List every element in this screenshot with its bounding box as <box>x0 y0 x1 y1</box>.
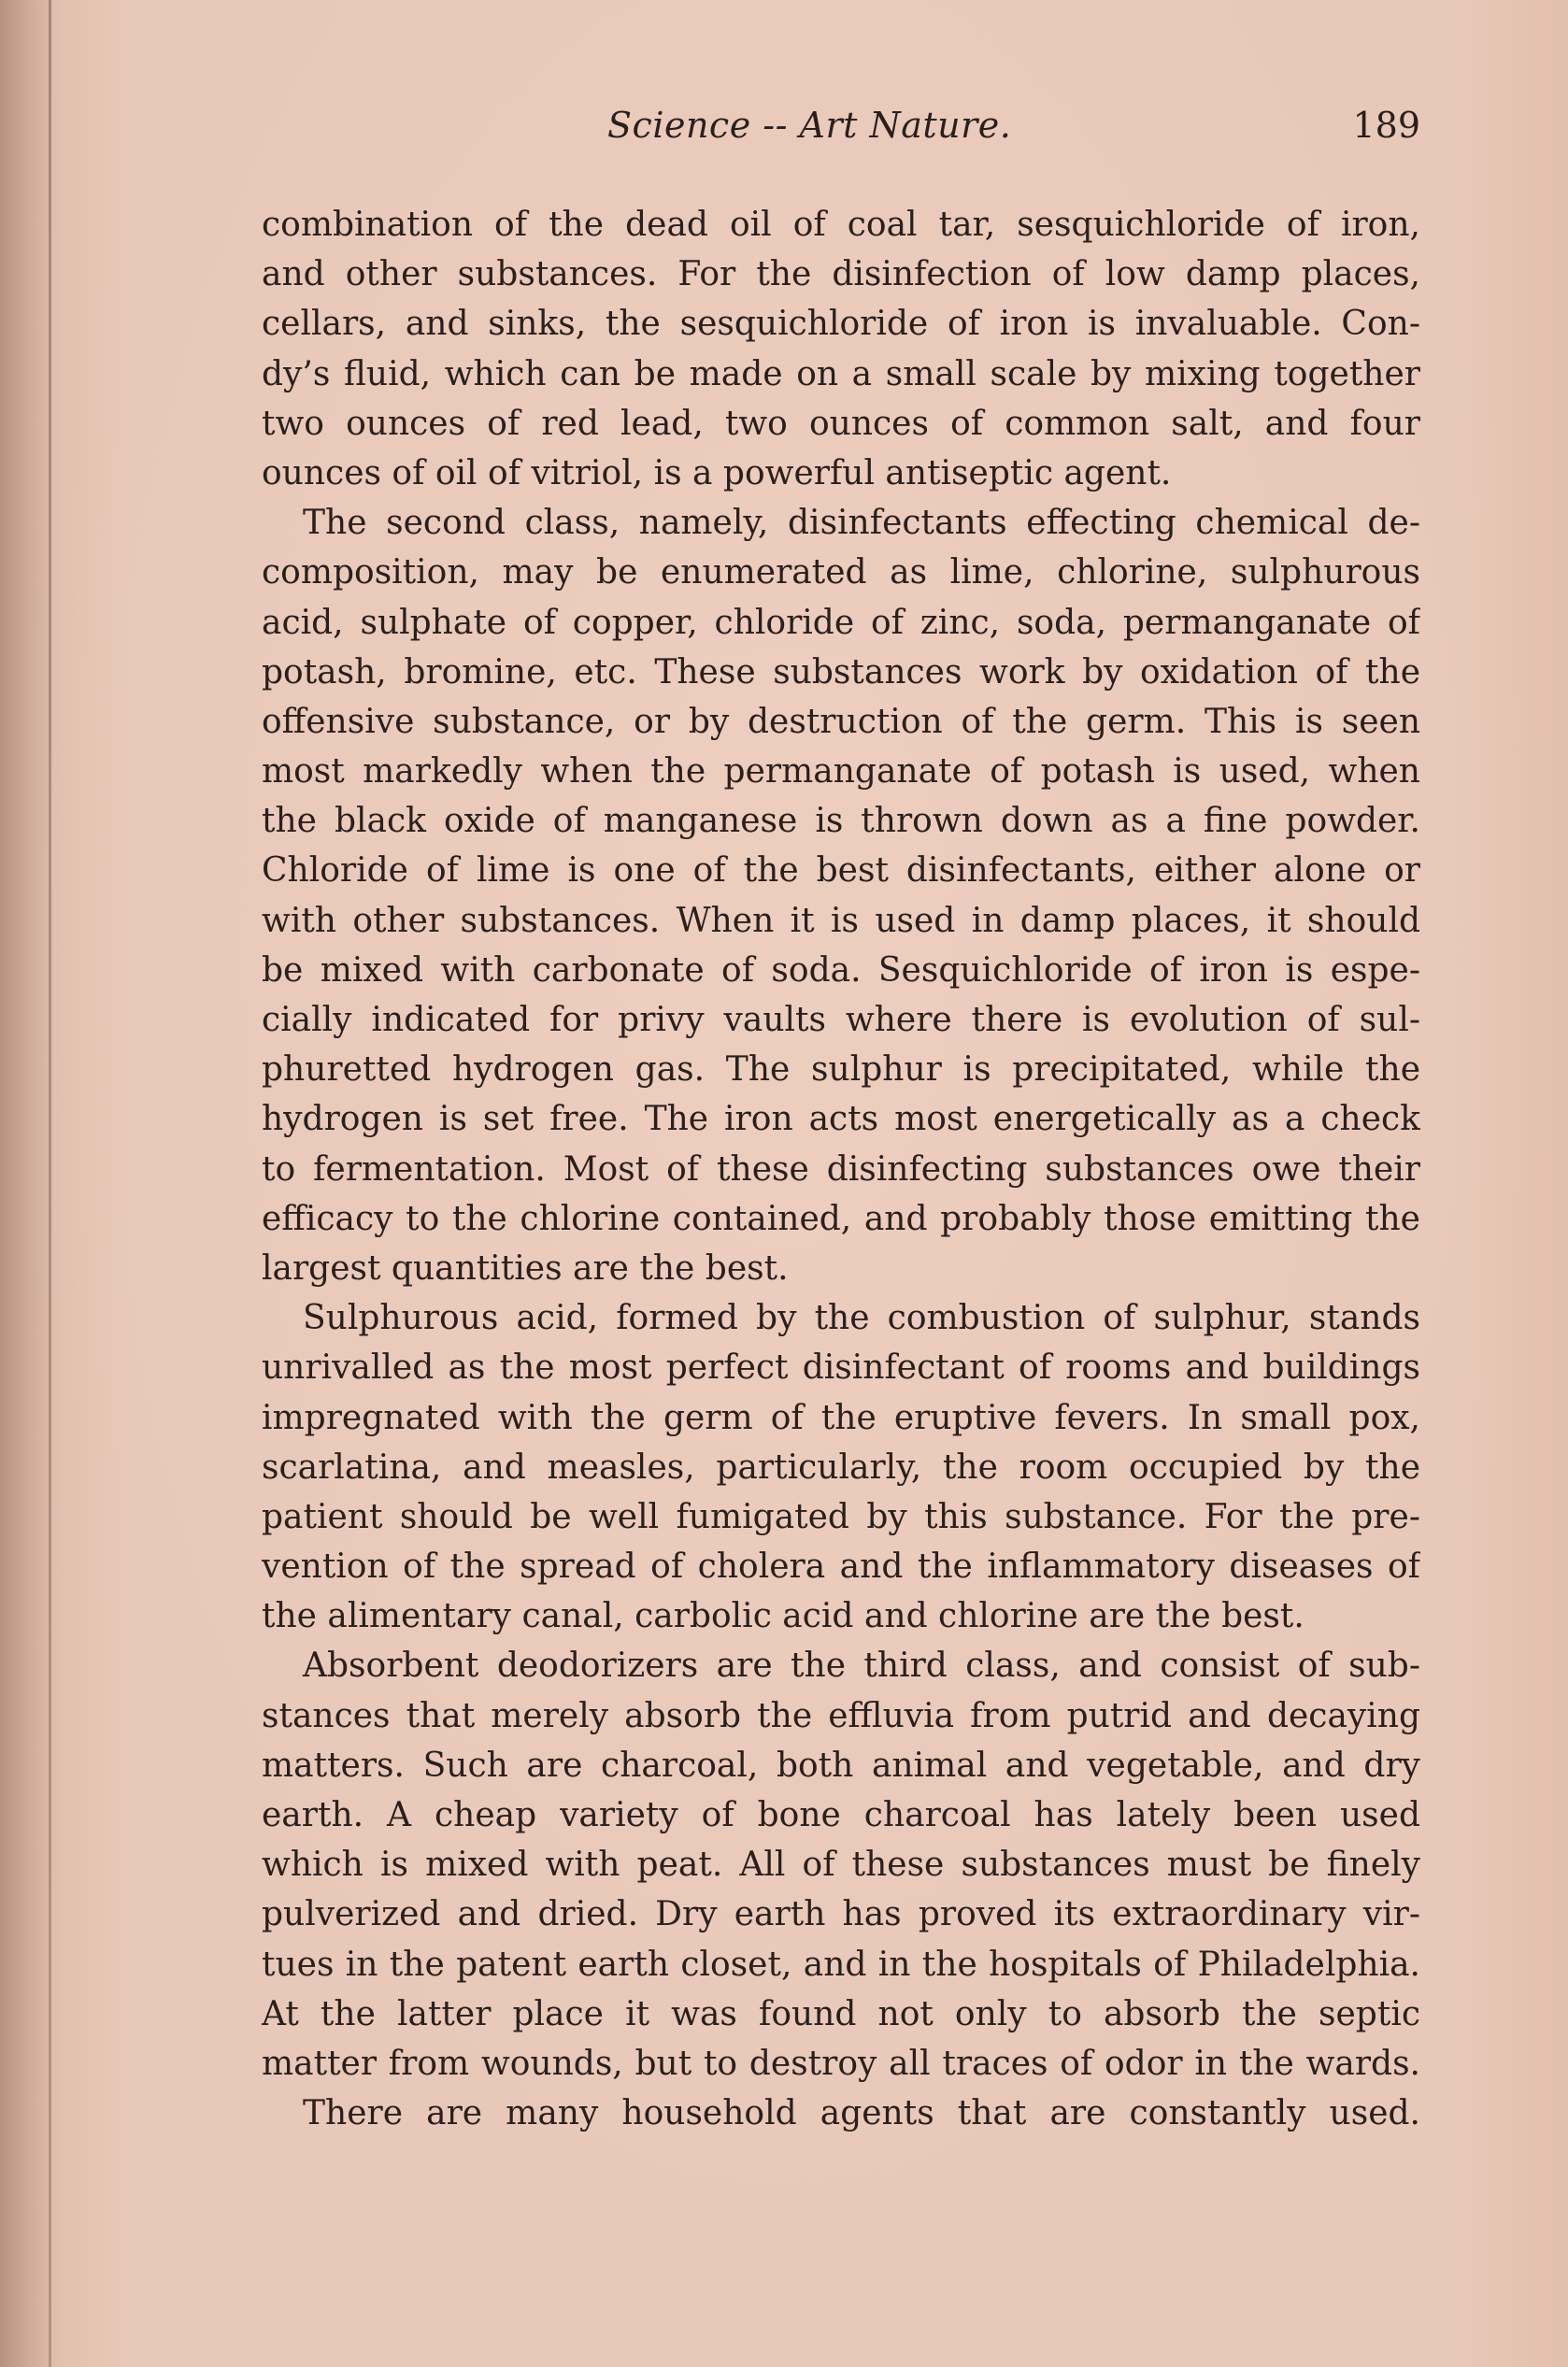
text-line: ounces of oil of vitriol, is a powerful antiseptic agent. <box>262 453 1172 492</box>
text-line: the black oxide of manganese is thrown down as a fine powder. <box>262 802 1420 841</box>
text-line: impregnated with the germ of the eruptive fevers. In small pox, <box>262 1398 1420 1437</box>
binding-edge <box>49 0 51 2367</box>
text-line: matters. Such are charcoal, both animal and vegetable, and dry <box>262 1746 1420 1785</box>
text-line: patient should be well fumigated by this substance. For the pre- <box>262 1497 1420 1536</box>
running-title: Science -- Art Nature. <box>607 105 1012 146</box>
text-line: dy’s fluid, which can be made on a small scale by mixing together <box>262 354 1420 393</box>
text-line: unrivalled as the most perfect disinfectant of rooms and buildings <box>262 1348 1420 1388</box>
text-line: Sulphurous acid, formed by the combustion of sulphur, stands <box>303 1299 1420 1338</box>
text-line: two ounces of red lead, two ounces of common salt, and four <box>262 404 1420 443</box>
text-line: hydrogen is set free. The iron acts most energetically as a check <box>262 1100 1420 1139</box>
text-line: stances that merely absorb the effluvia from putrid and decaying <box>262 1696 1420 1735</box>
text-line: earth. A cheap variety of bone charcoal has lately been used <box>262 1796 1420 1834</box>
text-line: vention of the spread of cholera and the inflammatory diseases of <box>262 1547 1420 1587</box>
text-line: to fermentation. Most of these disinfecting substances owe their <box>262 1149 1420 1189</box>
text-line: matter from wounds, but to destroy all traces of odor in the wards. <box>262 2044 1420 2083</box>
text-line: with other substances. When it is used in damp places, it should <box>262 901 1420 940</box>
body-text <box>262 200 1420 2138</box>
text-line: tues in the patent earth closet, and in the hospitals of Philadelphia. <box>262 1945 1420 1984</box>
text-line: cially indicated for privy vaults where there is evolution of sul- <box>262 1001 1420 1039</box>
text-line: efficacy to the chlorine contained, and probably those emitting the <box>262 1199 1420 1238</box>
running-head <box>262 105 1420 161</box>
text-line: composition, may be enumerated as lime, chlorine, sulphurous <box>262 553 1420 592</box>
text-line: offensive substance, or by destruction of the germ. This is seen <box>262 702 1420 741</box>
text-line: acid, sulphate of copper, chloride of zinc, soda, permanganate of <box>262 603 1420 642</box>
text-line: be mixed with carbonate of soda. Sesquichloride of iron is espe- <box>262 950 1420 990</box>
text-line: potash, bromine, etc. These substances work by oxidation of the <box>262 652 1420 692</box>
text-line: At the latter place it was found not only to absorb the septic <box>262 1994 1420 2033</box>
text-line: There are many household agents that are constantly used. <box>303 2094 1420 2133</box>
page-number: 189 <box>1352 105 1420 146</box>
text-line: most markedly when the permanganate of potash is used, when <box>262 752 1420 791</box>
text-line: the alimentary canal, carbolic acid and chlorine are the best. <box>262 1597 1304 1636</box>
text-line: combination of the dead oil of coal tar, sesquichloride of iron, <box>262 206 1420 244</box>
text-line: and other substances. For the disinfection of low damp places, <box>262 255 1420 294</box>
text-line: Absorbent deodorizers are the third class, and consist of sub- <box>303 1647 1420 1686</box>
text-line: largest quantities are the best. <box>262 1248 789 1288</box>
text-line: which is mixed with peat. All of these substances must be finely <box>262 1846 1420 1885</box>
text-line: phuretted hydrogen gas. The sulphur is precipitated, while the <box>262 1050 1420 1090</box>
text-line: scarlatina, and measles, particularly, the room occupied by the <box>262 1447 1420 1487</box>
binding-shadow <box>0 0 49 2367</box>
text-line: cellars, and sinks, the sesquichloride of iron is invaluable. Con- <box>262 305 1420 344</box>
text-line: pulverized and dried. Dry earth has proved its extraordinary vir- <box>262 1895 1420 1934</box>
text-line: Chloride of lime is one of the best disinfectants, either alone or <box>262 851 1420 891</box>
text-line: The second class, namely, disinfectants effecting chemical de- <box>303 504 1420 543</box>
